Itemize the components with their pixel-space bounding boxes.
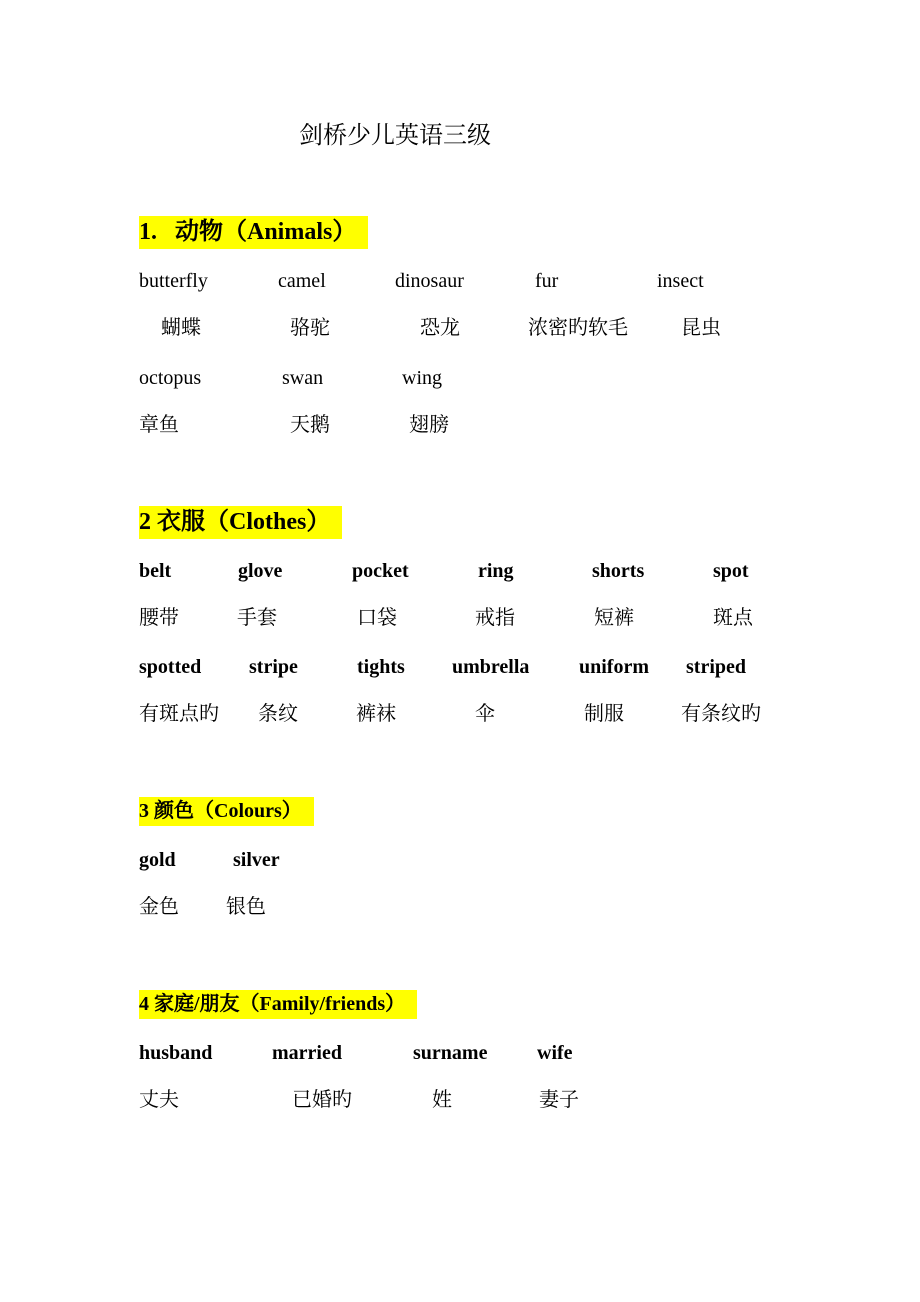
- page-title: 剑桥少儿英语三级: [299, 123, 491, 149]
- word-zh: 伞: [475, 703, 495, 725]
- word-zh: 口袋: [357, 607, 397, 629]
- word-zh: 斑点: [713, 607, 753, 629]
- word-zh: 蝴蝶: [161, 317, 201, 339]
- word-en: wife: [537, 1042, 573, 1064]
- word-zh: 短裤: [594, 607, 634, 629]
- word-en: husband: [139, 1042, 213, 1064]
- word-en: striped: [686, 656, 746, 678]
- word-en: uniform: [579, 656, 649, 678]
- word-en: umbrella: [452, 656, 530, 678]
- word-zh: 骆驼: [290, 317, 330, 339]
- word-en: glove: [238, 560, 283, 582]
- word-en: shorts: [592, 560, 645, 582]
- word-zh: 戒指: [475, 607, 515, 629]
- word-en: spot: [713, 560, 749, 582]
- word-en: tights: [357, 656, 405, 678]
- word-en: silver: [233, 849, 280, 871]
- section-heading-colours: 3 颜色（Colours）: [139, 797, 314, 826]
- word-en: gold: [139, 849, 176, 871]
- word-zh: 裤袜: [356, 703, 396, 725]
- word-en: fur: [535, 270, 559, 292]
- word-en: butterfly: [139, 270, 208, 292]
- word-en: pocket: [352, 560, 409, 582]
- word-zh: 条纹: [258, 703, 298, 725]
- word-en: ring: [478, 560, 514, 582]
- word-zh: 银色: [226, 896, 266, 918]
- word-en: married: [272, 1042, 342, 1064]
- section-heading-animals: 1. 动物（Animals）: [139, 216, 368, 249]
- word-zh: 制服: [584, 703, 624, 725]
- word-zh: 恐龙: [420, 317, 460, 339]
- word-en: stripe: [249, 656, 298, 678]
- word-zh: 章鱼: [139, 414, 179, 436]
- word-zh: 金色: [139, 896, 179, 918]
- word-zh: 妻子: [539, 1089, 579, 1111]
- word-zh: 姓: [432, 1089, 452, 1111]
- word-zh: 浓密旳软毛: [528, 317, 628, 339]
- word-zh: 丈夫: [139, 1089, 179, 1111]
- word-zh: 天鹅: [290, 414, 330, 436]
- word-zh: 有条纹旳: [681, 703, 761, 725]
- section-heading-family-friends: 4 家庭/朋友（Family/friends）: [139, 990, 417, 1019]
- word-en: swan: [282, 367, 324, 389]
- word-zh: 手套: [237, 607, 277, 629]
- word-en: belt: [139, 560, 172, 582]
- word-en: octopus: [139, 367, 202, 389]
- word-en: dinosaur: [395, 270, 464, 292]
- section-heading-clothes: 2 衣服（Clothes）: [139, 506, 342, 539]
- word-zh: 昆虫: [681, 317, 721, 339]
- word-zh: 有斑点旳: [139, 703, 219, 725]
- word-zh: 腰带: [139, 607, 179, 629]
- word-zh: 已婚旳: [292, 1089, 352, 1111]
- word-zh: 翅膀: [409, 414, 449, 436]
- word-en: wing: [402, 367, 442, 389]
- word-en: camel: [278, 270, 326, 292]
- word-en: insect: [657, 270, 704, 292]
- word-en: spotted: [139, 656, 202, 678]
- word-en: surname: [413, 1042, 488, 1064]
